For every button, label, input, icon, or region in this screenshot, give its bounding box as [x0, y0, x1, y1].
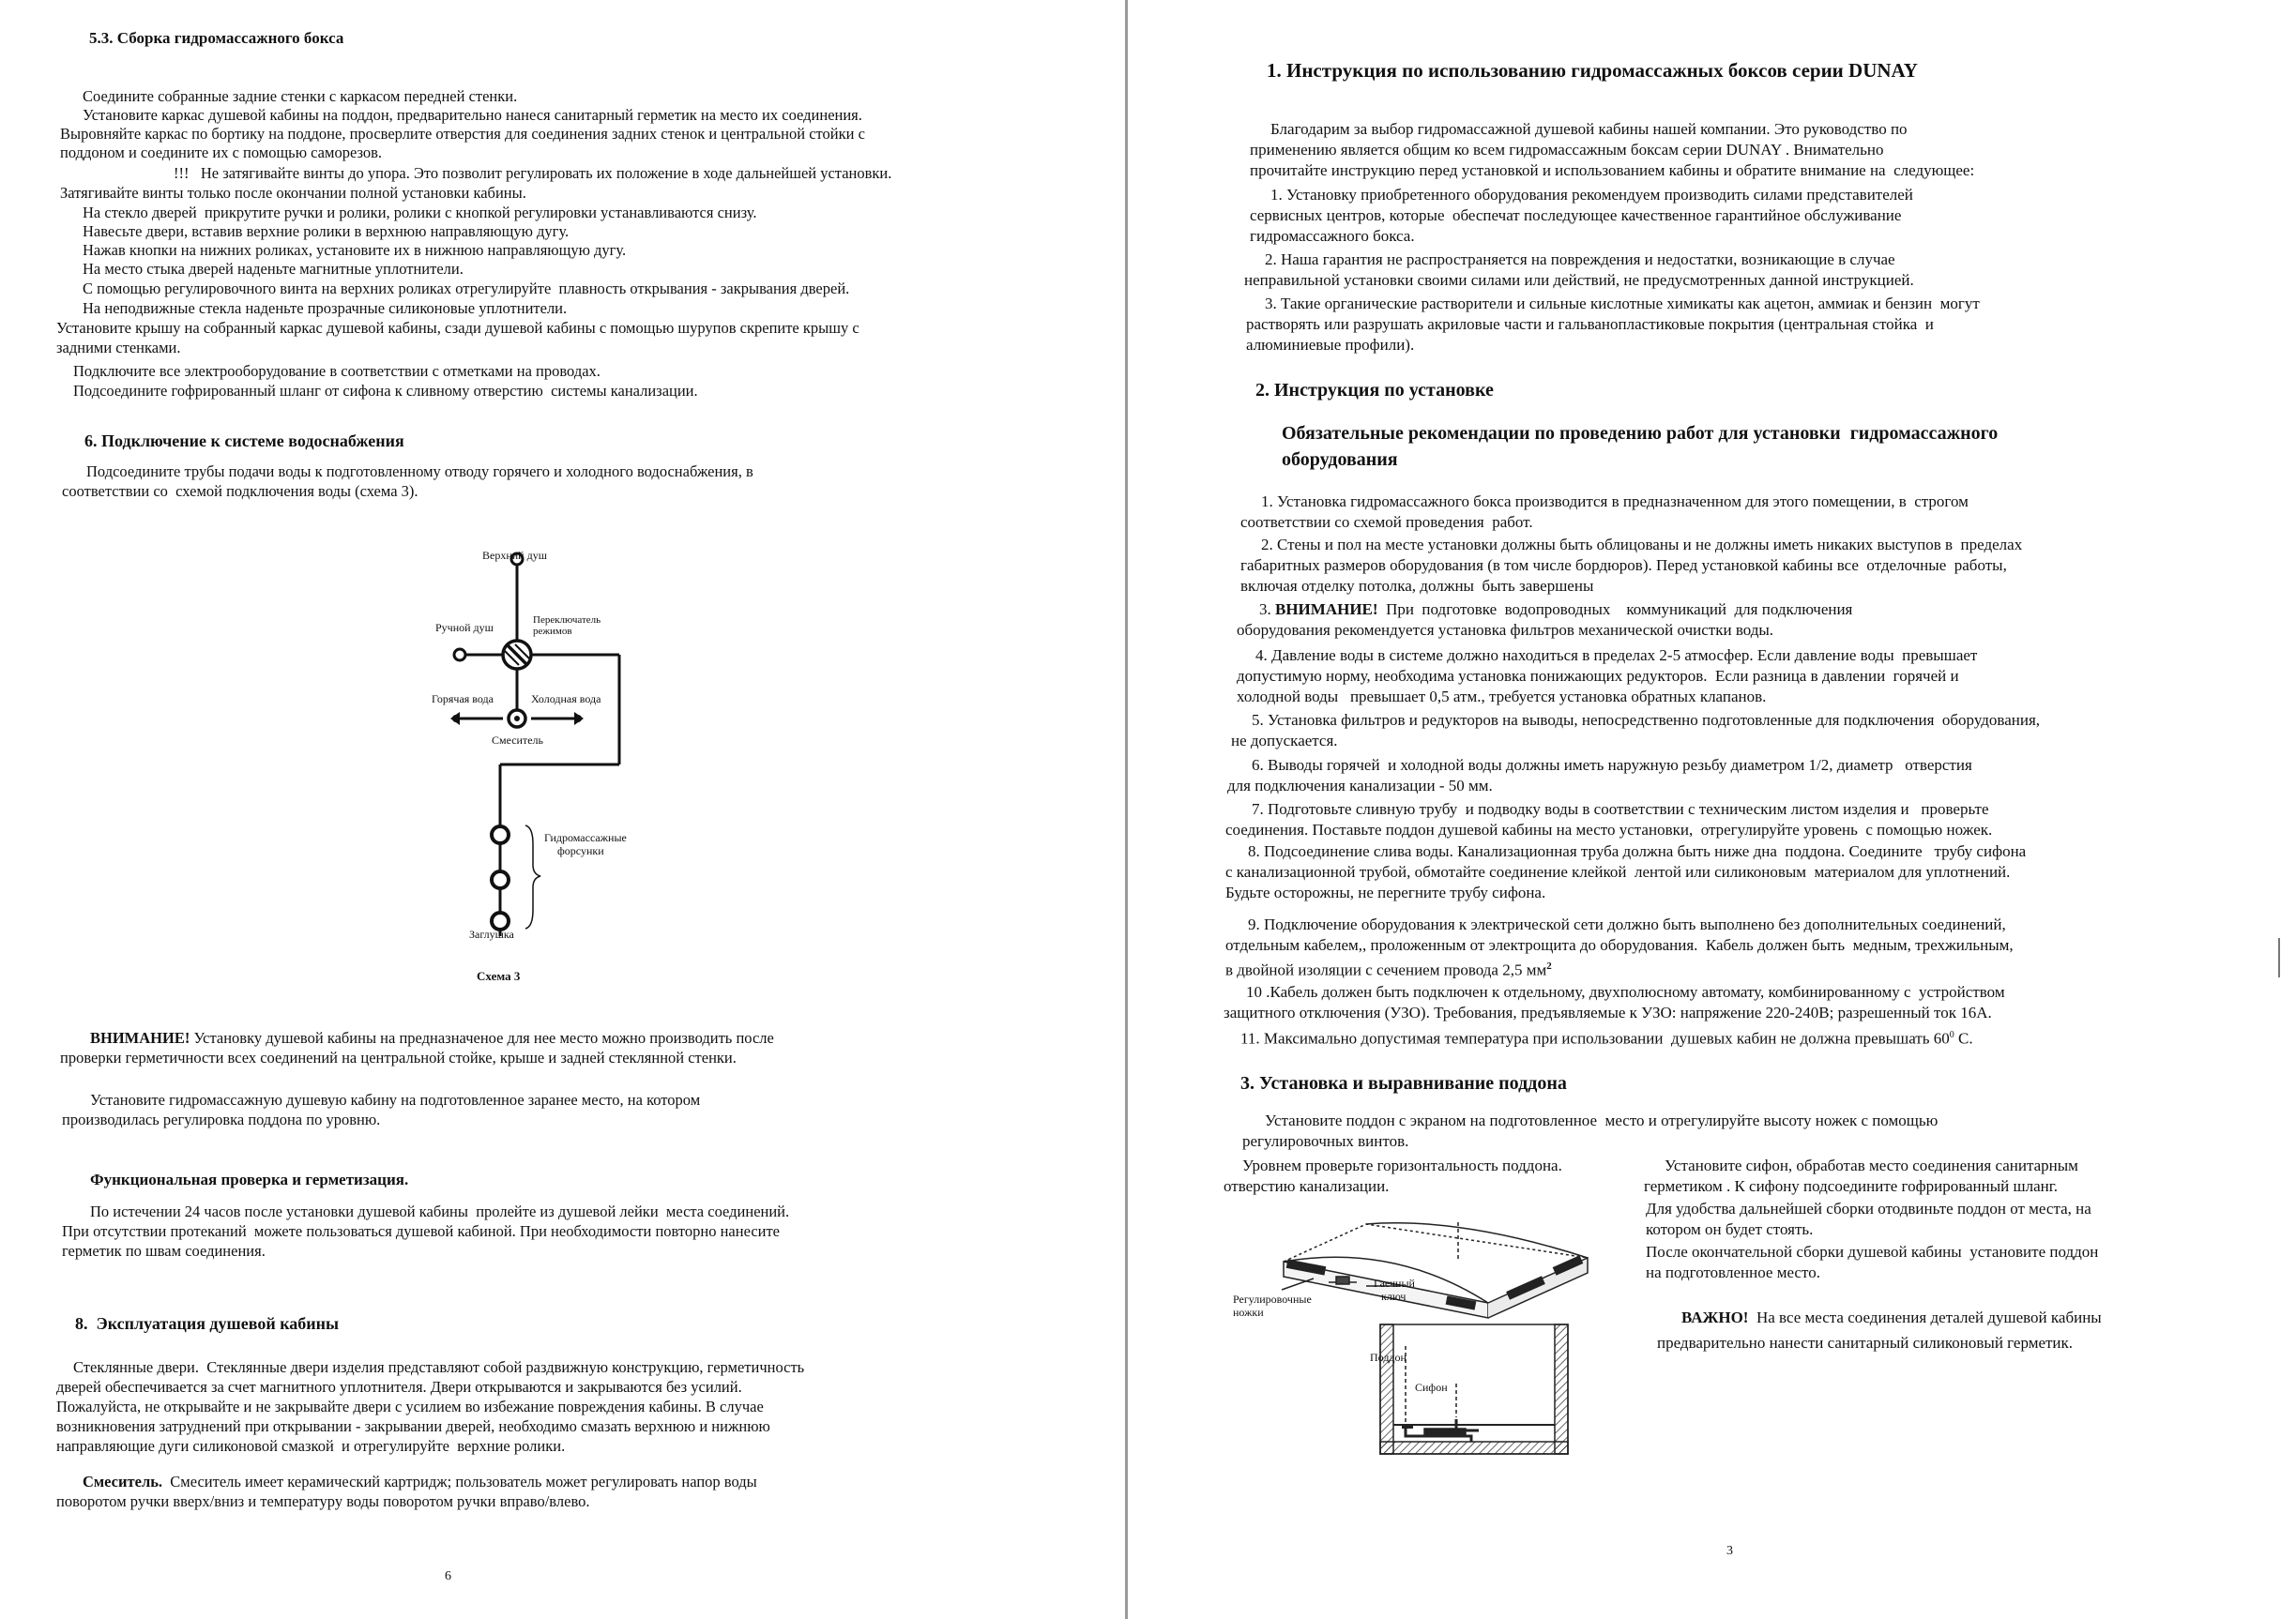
text-line: применению является общим ко всем гидромассажным боксам серии DUNAY . Внимательно — [1250, 141, 1884, 159]
item-9-end: в двойной изоляции с сечением провода 2,5 $мм^2$ — [1225, 961, 1552, 979]
text-line: На неподвижные стекла наденьте прозрачные силиконовые уплотнители. — [83, 299, 568, 317]
label-plug: Заглушка — [469, 928, 514, 941]
nozzle-1 — [492, 826, 509, 843]
text-line: На место стыка дверей наденьте магнитные уплотнители. — [83, 260, 464, 278]
text-line: проверки герметичности всех соединений на центральной стойке, крыше и задней стеклянной стенки. — [60, 1049, 737, 1067]
text-line: холодной воды превышает 0,5 атм., требуется установка обратных клапанов. — [1237, 688, 1767, 705]
label-switch-2: режимов — [533, 626, 572, 637]
text-line: Соедините собранные задние стенки с каркасом передней стенки. — [83, 87, 518, 105]
label-wrench-2: ключ — [1381, 1290, 1406, 1303]
label-wrench-1: Гаечный — [1374, 1277, 1415, 1290]
text-line: растворять или разрушать акриловые части и гальванопластиковые покрытия (центральная стойка и — [1246, 315, 1934, 333]
label-nozzles-1: Гидромассажные — [544, 831, 627, 844]
text-line: Выровняйте каркас по бортику на поддоне, просверлите отверстия для соединения задних стенок и центральной стойки с — [60, 125, 865, 143]
text-line: Уровнем проверьте горизонтальность поддона. — [1242, 1157, 1562, 1174]
text-line: При отсутствии протеканий можете пользоваться душевой кабиной. При необходимости повторно нанесите — [62, 1222, 781, 1240]
text-line: 7. Подготовьте сливную трубу и подводку воды в соответствии с техническим листом изделия и проверьте — [1252, 800, 1989, 818]
text-line: Подсоедините гофрированный шланг от сифона к сливному отверстию системы канализации. — [73, 382, 698, 400]
text-line: 10 .Кабель должен быть подключен к отдельному, двухполюсному автомату, комбинированному с устройством — [1246, 983, 2005, 1001]
cutaway-box — [1380, 1324, 1568, 1454]
section-2-subtitle-1: Обязательные рекомендации по проведению работ для установки гидромассажного — [1282, 423, 1999, 444]
text-line: сервисных центров, которые обеспечат последующее качественное гарантийное обслуживание — [1250, 206, 1902, 224]
section-5-3-title: 5.3. Сборка гидромассажного бокса — [89, 29, 344, 47]
scheme-caption: Схема 3 — [477, 969, 521, 983]
text-line: Затягивайте винты только после окончании полной установки кабины. — [60, 184, 526, 202]
text-line: 1. Установка гидромассажного бокса производится в предназначенном для этого помещении, в строгом — [1261, 492, 1969, 510]
text-line: Установите сифон, обработав место соединения санитарным — [1665, 1157, 2078, 1174]
warning-paragraph: ВНИМАНИЕ! Установку душевой кабины на предназначеное для нее место можно производить после — [90, 1029, 774, 1047]
section-2-subtitle-2: оборудования — [1282, 449, 1398, 470]
label-switch-1: Переключатель — [533, 614, 601, 626]
text-line: регулировочных винтов. — [1242, 1132, 1409, 1150]
text-line: После окончательной сборки душевой кабины установите поддон — [1646, 1243, 2099, 1261]
text-line: Подключите все электрооборудование в соответствии с отметками на проводах. — [73, 362, 601, 380]
text-line: для подключения канализации - 50 мм. — [1227, 777, 1493, 794]
mixer-paragraph: Смеситель. Смеситель имеет керамический картридж; пользователь может регулировать напор воды — [83, 1473, 757, 1490]
text-line: Будьте осторожны, не перегните трубу сифона. — [1225, 884, 1546, 901]
text-line: габаритных размеров оборудования (в том числе бордюров). Перед установкой кабины все отделочные работы, — [1240, 556, 2007, 574]
label-siphon: Сифон — [1415, 1381, 1448, 1394]
label-nozzles-2: форсунки — [557, 844, 604, 857]
text-line: направляющие дуги силиконовой смазкой и отрегулируйте верхние ролики. — [56, 1437, 566, 1455]
text-line: производилась регулировка поддона по уровню. — [62, 1111, 381, 1128]
text-line: 2. Стены и пол на месте установки должны быть облицованы и не должны иметь никаких выступов в пределах — [1261, 536, 2023, 553]
text-line: включая отделку потолка, должны быть завершены — [1240, 577, 1594, 595]
text-line: соответствии со схемой проведения работ. — [1240, 513, 1533, 531]
text-line: !!! Не затягивайте винты до упора. Это позволит регулировать их положение в ходе дальнейшей установки. — [174, 164, 892, 182]
warning-item-3: 3. ВНИМАНИЕ! При подготовке водопроводных коммуникаций для подключения — [1259, 600, 1853, 618]
text-line: гидромассажного бокса. — [1250, 227, 1415, 245]
label-legs-2: ножки — [1233, 1306, 1264, 1319]
scan-mark — [2278, 938, 2280, 977]
text-line: 8. Подсоединение слива воды. Канализационная труба должна быть ниже дна поддона. Соедините трубу сифона — [1248, 842, 2027, 860]
section-2-title: 2. Инструкция по установке — [1255, 380, 1494, 401]
text-line: Подсоедините трубы подачи воды к подготовленному отводу горячего и холодного водоснабжения, в — [86, 462, 753, 480]
section-1-title: 1. Инструкция по использованию гидромассажных боксов серии DUNAY — [1267, 59, 1918, 82]
important-label: ВАЖНО! — [1681, 1309, 1749, 1326]
hand-shower-node — [454, 649, 465, 660]
left-page — [0, 0, 1122, 1619]
label-tray: Поддон — [1370, 1351, 1406, 1364]
text-line: Установите гидромассажную душевую кабину на подготовленное заранее место, на котором — [90, 1091, 701, 1109]
text-line: защитного отключения (УЗО). Требования, предъявляемые к УЗО: напряжение 220-240В; разрешенный ток 16А. — [1224, 1004, 1992, 1021]
text-line: допустимую норму, необходима установка понижающих редукторов. Если разница в давлении горячей и — [1237, 667, 1959, 685]
text-line: 3. Такие органические растворители и сильные кислотные химикаты как ацетон, аммиак и бензин могут — [1265, 295, 1980, 312]
text-line: соединения. Поставьте поддон душевой кабины на место установки, отрегулируйте уровень с помощью ножек. — [1225, 821, 1993, 839]
nozzle-2 — [492, 871, 509, 888]
text-line: По истечении 24 часов после установки душевой кабины пролейте из душевой лейки места соединений. — [90, 1203, 790, 1220]
important-paragraph: ВАЖНО! На все места соединения деталей душевой кабины — [1681, 1309, 2102, 1326]
text-line: 1. Установку приобретенного оборудования рекомендуем производить силами представителей — [1270, 186, 1913, 204]
tray-back-edge — [1284, 1224, 1588, 1262]
section-6-title: 6. Подключение к системе водоснабжения — [84, 431, 404, 450]
mixer-label: Смеситель. — [83, 1473, 163, 1490]
text-line: дверей обеспечивается за счет магнитного уплотнителя. Двери открываются и закрываются без усилий. — [56, 1378, 742, 1396]
text-line: отдельным кабелем,, проложенным от электрощита до оборудования. Кабель должен быть медным, трехжильным, — [1225, 936, 2014, 954]
tray-installation-diagram — [1225, 1205, 1657, 1477]
functional-check-title: Функциональная проверка и герметизация. — [90, 1171, 409, 1188]
text-line: На стекло дверей прикрутите ручки и ролики, ролики с кнопкой регулировки устанавливаются снизу. — [83, 204, 757, 221]
text-line: герметик по швам соединения. — [62, 1242, 266, 1260]
label-hand-shower: Ручной душ — [435, 621, 494, 634]
text-line: С помощью регулировочного винта на верхних роликах отрегулируйте плавность открывания - закрывания дверей. — [83, 280, 850, 297]
label-mixer: Смеситель — [492, 734, 544, 747]
label-cold-water: Холодная вода — [531, 692, 601, 705]
warning-label: ВНИМАНИЕ! — [90, 1029, 190, 1047]
text-line: 4. Давление воды в системе должно находиться в пределах 2-5 атмосфер. Если давление воды превышает — [1255, 646, 1978, 664]
text-line: прочитайте инструкцию перед установкой и использованием кабины и обратите внимание на следующее: — [1250, 161, 1975, 179]
text-line: 5. Установка фильтров и редукторов на выводы, непосредственно подготовленные для подключения оборудования, — [1252, 711, 2041, 729]
text-line: соответствии со схемой подключения воды (схема 3). — [62, 482, 418, 500]
water-connection-scheme — [413, 535, 657, 985]
text-line: котором он будет стоять. — [1646, 1220, 1814, 1238]
text-line: Пожалуйста, не открывайте и не закрывайте двери с усилием во избежание повреждения кабины. В случае — [56, 1398, 764, 1415]
text-line: задними стенками. — [56, 339, 181, 356]
text-line: Благодарим за выбор гидромассажной душевой кабины нашей компании. Это руководство по — [1270, 120, 1908, 138]
text-line: 6. Выводы горячей и холодной воды должны иметь наружную резьбу диаметром 1/2, диаметр отверстия — [1252, 756, 1972, 774]
text-line: поддоном и соедините их с помощью саморезов. — [60, 144, 383, 161]
text-line: алюминиевые профили). — [1246, 336, 1415, 354]
page-divider — [1125, 0, 1128, 1619]
text-line: Нажав кнопки на нижних роликах, установите их в нижнюю направляющую дугу. — [83, 241, 627, 259]
text-line: 2. Наша гарантия не распространяется на повреждения и недостатки, возникающие в случае — [1265, 250, 1895, 268]
text-line: Установите каркас душевой кабины на поддон, предварительно нанеся санитарный герметик на место их соединения. — [83, 106, 862, 124]
text-line: предварительно нанести санитарный силиконовый герметик. — [1657, 1334, 2074, 1352]
text-line: возникновения затруднений при открывании - закрывании дверей, необходимо смазать верхнюю и нижнюю — [56, 1417, 770, 1435]
warning-label: ВНИМАНИЕ! — [1275, 600, 1378, 618]
label-legs-1: Регулировочные — [1233, 1293, 1312, 1306]
item-11: 11. Максимально допустимая температура при использовании душевых кабин не должна превышать $60^0$ С. — [1240, 1029, 1973, 1048]
page-number-right: 3 — [1726, 1544, 1733, 1558]
text-line: Навесьте двери, вставив верхние ролики в верхнюю направляющую дугу. — [83, 222, 570, 240]
section-3-title: 3. Установка и выравнивание поддона — [1240, 1073, 1567, 1094]
nozzles-brace — [525, 825, 540, 929]
text-line: с канализационной трубой, обмотайте соединение клейкой лентой или силиконовым материалом для уплотнений. — [1225, 863, 2011, 881]
label-hot-water: Горячая вода — [432, 692, 494, 705]
label-top-shower: Верхний душ — [482, 549, 547, 562]
page-number-left: 6 — [445, 1569, 451, 1583]
section-8-title: 8. Эксплуатация душевой кабины — [75, 1314, 340, 1333]
text-line: поворотом ручки вверх/вниз и температуру воды поворотом ручки вправо/влево. — [56, 1492, 590, 1510]
text-line: Установите поддон с экраном на подготовленное место и отрегулируйте высоту ножек с помощью — [1265, 1112, 1939, 1129]
text-line: оборудования рекомендуется установка фильтров механической очистки воды. — [1237, 621, 1774, 639]
text-line: 9. Подключение оборудования к электрической сети должно быть выполнено без дополнительных соединений, — [1248, 915, 2006, 933]
text-line: на подготовленное место. — [1646, 1263, 1820, 1281]
text-line: герметиком . К сифону подсоедините гофрированный шланг. — [1644, 1177, 2059, 1195]
text-line: отверстию канализации. — [1224, 1177, 1390, 1195]
text-line: Установите крышу на собранный каркас душевой кабины, сзади душевой кабины с помощью шурупов скрепите крышу с — [56, 319, 859, 337]
text-line: не допускается. — [1231, 732, 1338, 749]
text-line: неправильной установки своими силами или действий, не предусмотренных данной инструкцией. — [1244, 271, 1914, 289]
text-line: Для удобства дальнейшей сборки отодвиньте поддон от места, на — [1646, 1200, 2091, 1218]
text-line: Стеклянные двери. Стеклянные двери изделия представляют собой раздвижную конструкцию, герметичность — [73, 1358, 805, 1376]
right-page — [1132, 0, 2296, 1619]
